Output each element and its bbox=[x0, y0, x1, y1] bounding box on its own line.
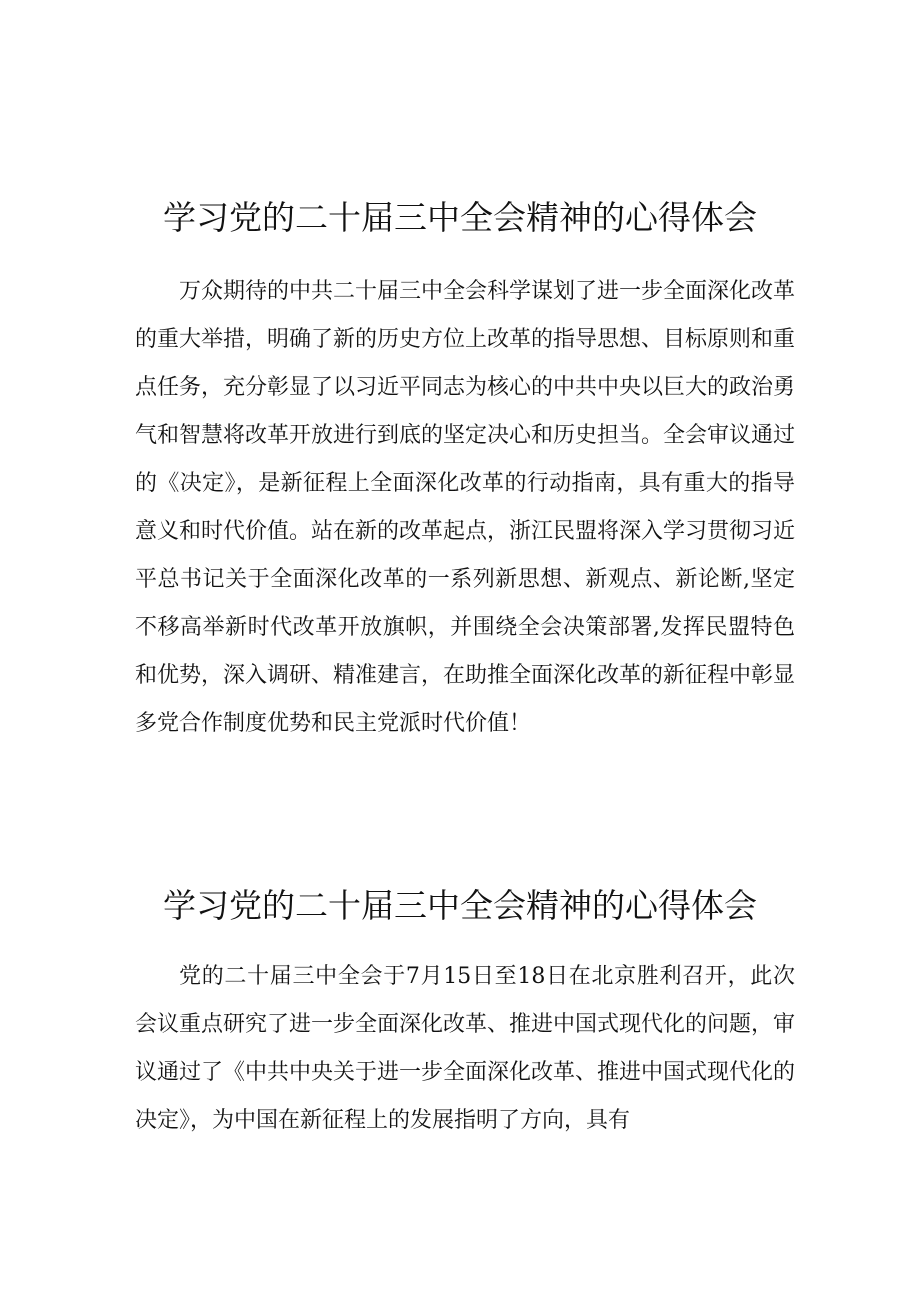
section-title-1: 学习党的二十届三中全会精神的心得体会 bbox=[163, 198, 757, 238]
section-paragraph-2: 党的二十届三中全会于7月15日至18日在北京胜利召开，此次会议重点研究了进一步全面深化改革、推进中国式现代化的问题，审议通过了《中共中央关于进一步全面深化改革、推进中国式现代化的决定》，为中国在新征程上的发展指明了方向，具有 bbox=[135, 964, 796, 1133]
section-title-2: 学习党的二十届三中全会精神的心得体会 bbox=[163, 886, 757, 926]
section-paragraph-1: 万众期待的中共二十届三中全会科学谋划了进一步全面深化改革的重大举措，明确了新的历史方位上改革的指导思想、目标原则和重点任务，充分彰显了以习近平同志为核心的中共中央以巨大的政治勇气和智慧将改革开放进行到底的坚定决心和历史担当。全会审议通过的《决定》，是新征程上全面深化改革的行动指南，具有重大的指导意义和时代价值。站在新的改革起点，浙江民盟将深入学习贯彻习近平总书记关于全面深化改革的一系列新思想、新观点、新论断,坚定不移高举新时代改革开放旗帜，并围绕全会决策部署,发挥民盟特色和优势，深入调研、精准建言，在助推全面深化改革的新征程中彰显多党合作制度优势和民主党派时代价值！ bbox=[135, 279, 796, 736]
